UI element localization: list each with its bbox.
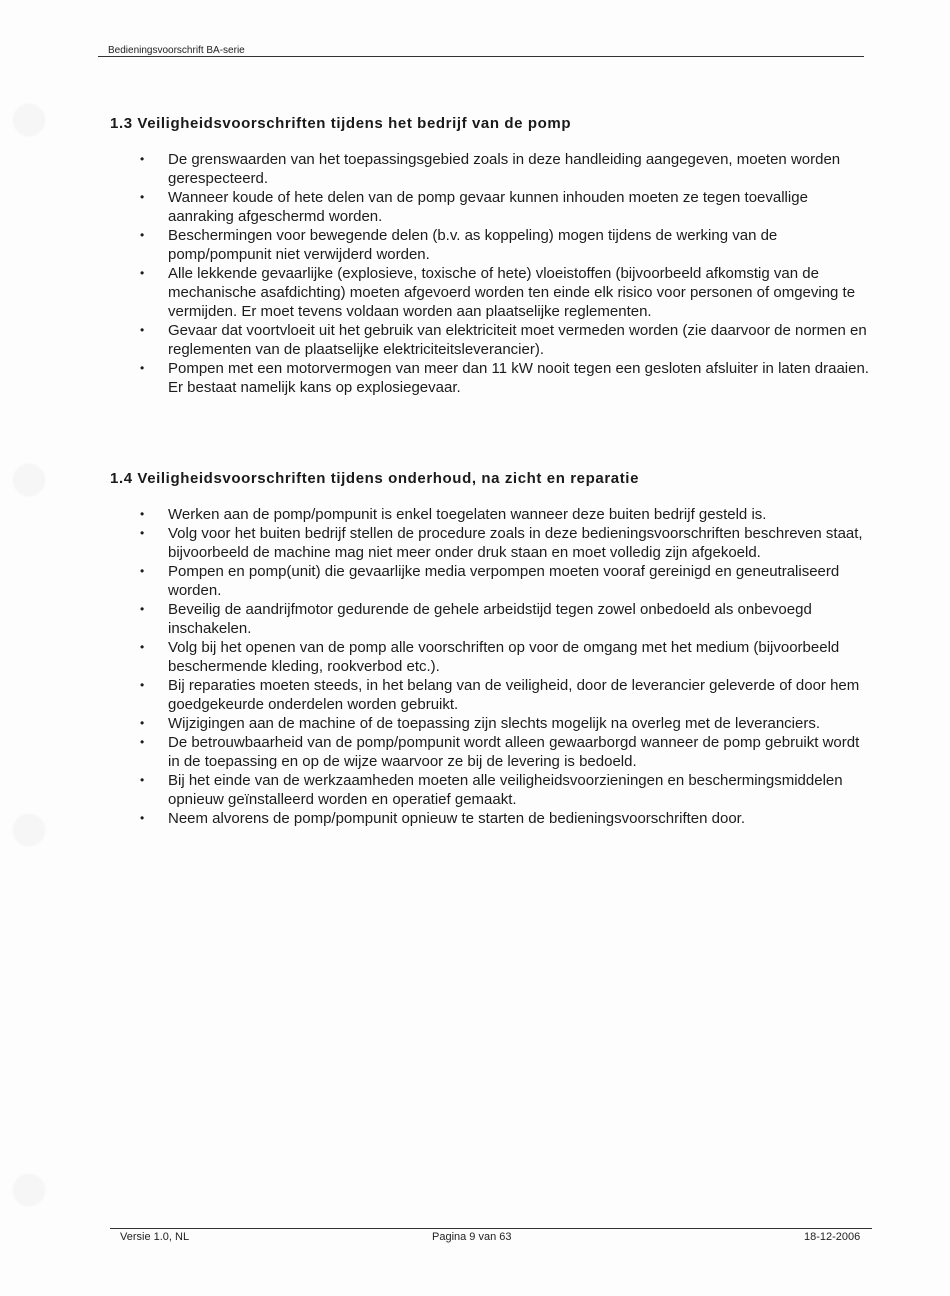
bullet-icon: • <box>140 602 145 616</box>
bullet-icon: • <box>140 507 145 521</box>
list-item <box>136 359 871 397</box>
list-item-text: Gevaar dat voortvloeit uit het gebruik van elektriciteit moet vermeden worden (zie daarvoor de normen en reglementen van de plaatselijke elektriciteitsleverancier). <box>168 322 867 358</box>
list-item-text: Wijzigingen aan de machine of de toepassing zijn slechts mogelijk na overleg met de leveranciers. <box>168 715 821 732</box>
bullet-icon: • <box>140 228 145 242</box>
list-item-text: De grenswaarden van het toepassingsgebied zoals in deze handleiding aangegeven, moeten worden gerespecteerd. <box>168 151 841 187</box>
list-item-text: Pompen en pomp(unit) die gevaarlijke media verpompen moeten vooraf gereinigd en geneutraliseerd worden. <box>168 563 840 599</box>
list-item <box>136 600 871 638</box>
list-item <box>136 771 871 809</box>
list-item-text: Volg bij het openen van de pomp alle voorschriften op voor de omgang met het medium (bijvoorbeeld beschermende kleding, rookverbod etc.). <box>168 639 840 675</box>
bullet-icon: • <box>140 678 145 692</box>
list-item <box>136 809 871 828</box>
list-item <box>136 505 871 524</box>
list-item-text: Alle lekkende gevaarlijke (explosieve, toxische of hete) vloeistoffen (bijvoorbeeld afkomstig van de mechanische asafdichting) moeten afgevoerd worden ten einde elk risico voor personen of omgeving te vermijden. Er moet tevens voldaan worden aan plaatselijke reglementen. <box>168 265 856 320</box>
list-item <box>136 150 871 188</box>
bullet-icon: • <box>140 526 145 540</box>
list-item <box>136 264 871 321</box>
bullet-icon: • <box>140 190 145 204</box>
list-item-text: Beveilig de aandrijfmotor gedurende de gehele arbeidstijd tegen zowel onbedoeld als onbevoegd inschakelen. <box>168 601 812 637</box>
bullet-icon: • <box>140 323 145 337</box>
list-item-text: Bij het einde van de werkzaamheden moeten alle veiligheidsvoorzieningen en beschermingsmiddelen opnieuw geïnstalleerd worden en operatief gemaakt. <box>168 772 843 808</box>
bullet-icon: • <box>140 811 145 825</box>
footer-date: 18-12-2006 <box>804 1231 861 1243</box>
bullet-icon: • <box>140 564 145 578</box>
binder-hole-mark <box>14 105 44 135</box>
bullet-icon: • <box>140 361 145 375</box>
bullet-icon: • <box>140 716 145 730</box>
bullet-icon: • <box>140 773 145 787</box>
list-item <box>136 562 871 600</box>
binder-hole-mark <box>14 815 44 845</box>
list-item <box>136 676 871 714</box>
list-item-text: Bij reparaties moeten steeds, in het belang van de veiligheid, door de leverancier geleverde of door hem goedgekeurde onderdelen worden gebruikt. <box>168 677 860 713</box>
bullet-icon: • <box>140 640 145 654</box>
list-item-text: Neem alvorens de pomp/pompunit opnieuw te starten de bedieningsvoorschriften door. <box>168 810 746 827</box>
list-item <box>136 714 871 733</box>
list-item-text: De betrouwbaarheid van de pomp/pompunit wordt alleen gewaarborgd wanneer de pomp gebruikt wordt in de toepassing en op de wijze waarvoor ze bij de levering is bedoeld. <box>168 734 860 770</box>
bullet-list-1-4 <box>136 505 871 828</box>
binder-hole-mark <box>14 1175 44 1205</box>
list-item-text: Pompen met een motorvermogen van meer dan 11 kW nooit tegen een gesloten afsluiter in laten draaien. Er bestaat namelijk kans op explosiegevaar. <box>168 360 869 396</box>
list-item <box>136 638 871 676</box>
running-header: Bedieningsvoorschrift BA-serie <box>108 45 245 56</box>
binder-hole-mark <box>14 465 44 495</box>
section-heading-1-3: 1.3 Veiligheidsvoorschriften tijdens het bedrijf van de pomp <box>110 115 572 132</box>
bullet-icon: • <box>140 152 145 166</box>
list-item <box>136 188 871 226</box>
bullet-list-1-3 <box>136 150 871 397</box>
list-item-text: Volg voor het buiten bedrijf stellen de procedure zoals in deze bedieningsvoorschriften beschreven staat, bijvoorbeeld de machine mag niet meer onder druk staan en moet volledig zijn afgekoeld. <box>168 525 863 561</box>
list-item-text: Werken aan de pomp/pompunit is enkel toegelaten wanneer deze buiten bedrijf gesteld is. <box>168 506 767 523</box>
list-item <box>136 733 871 771</box>
bullet-icon: • <box>140 735 145 749</box>
header-rule <box>98 56 864 57</box>
list-item <box>136 226 871 264</box>
list-item-text: Beschermingen voor bewegende delen (b.v. as koppeling) mogen tijdens de werking van de pomp/pompunit niet verwijderd worden. <box>168 227 778 263</box>
list-item <box>136 524 871 562</box>
list-item <box>136 321 871 359</box>
bullet-icon: • <box>140 266 145 280</box>
footer-rule <box>110 1228 872 1229</box>
footer-version: Versie 1.0, NL <box>120 1231 190 1243</box>
section-heading-1-4: 1.4 Veiligheidsvoorschriften tijdens onderhoud, na zicht en reparatie <box>110 470 640 487</box>
footer-page-number: Pagina 9 van 63 <box>432 1231 512 1243</box>
list-item-text: Wanneer koude of hete delen van de pomp gevaar kunnen inhouden moeten ze tegen toevallige aanraking afgeschermd worden. <box>168 189 808 225</box>
